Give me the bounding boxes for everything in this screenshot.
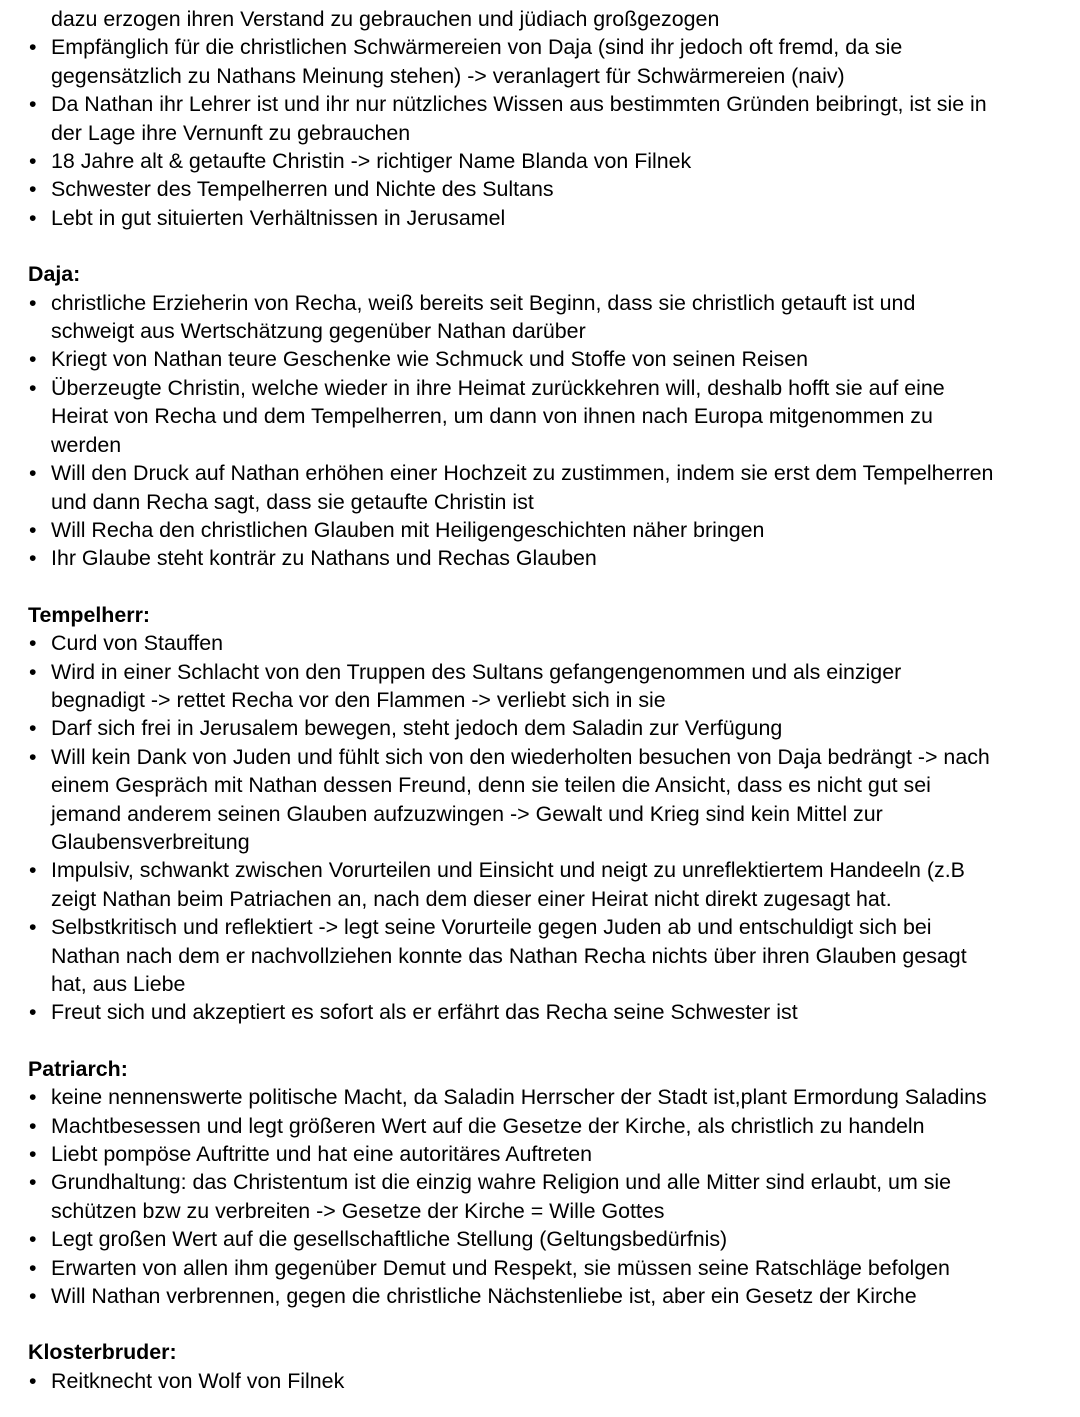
bullet-item [28,175,1068,203]
section-heading-tempelherr: Tempelherr: [28,602,151,627]
bullet-item [28,289,1068,346]
bullet-dot-icon: • [29,716,37,741]
bullet-item [28,204,1068,232]
bullet-text-line: Legt großen Wert auf die gesellschaftliche Stellung (Geltungsbedürfnis) [51,1227,728,1252]
bullet-item [28,743,1068,857]
bullet-text-line: christliche Erzieherin von Recha, weiß bereits seit Beginn, dass sie christlich getauft ist und [51,290,916,315]
bullet-text-line: Wird in einer Schlacht von den Truppen des Sultans gefangengenommen und als einziger [51,659,902,684]
bullet-item [28,1083,1068,1111]
bullet-text-line: Empfänglich für die christlichen Schwärmereien von Daja (sind ihr jedoch oft fremd, da sie [51,35,903,60]
bullet-list [28,629,1068,1027]
section-daja [28,260,1068,572]
bullet-text-line: Glaubensverbreitung [51,829,250,854]
bullet-dot-icon: • [29,659,37,684]
bullet-text-line: Ihr Glaube steht konträr zu Nathans und Rechas Glauben [51,546,597,571]
bullet-text-line: Schwester des Tempelherren und Nichte des Sultans [51,177,554,202]
bullet-text-line: Will Nathan verbrennen, gegen die christliche Nächstenliebe ist, aber ein Gesetz der Kirche [51,1284,917,1309]
bullet-dot-icon: • [29,1085,37,1110]
bullet-item [28,345,1068,373]
bullet-text-line: Heirat von Recha und dem Tempelherren, um dann von ihnen nach Europa mitgenommen zu [51,404,933,429]
bullet-dot-icon: • [29,1142,37,1167]
bullet-text-line: Lebt in gut situierten Verhältnissen in Jerusamel [51,205,506,230]
section-klosterbruder [28,1338,1068,1395]
bullet-list [28,1367,1068,1395]
bullet-text-line: begnadigt -> rettet Recha vor den Flammen -> verliebt sich in sie [51,687,666,712]
bullet-text-line: Da Nathan ihr Lehrer ist und ihr nur nützliches Wissen aus bestimmten Gründen beibringt, ist sie in [51,92,987,117]
bullet-dot-icon: • [29,35,37,60]
bullet-text-line: keine nennenswerte politische Macht, da Saladin Herrscher der Stadt ist,plant Ermordung Saladins [51,1085,987,1110]
bullet-text-line: gegensätzlich zu Nathans Meinung stehen) -> veranlagert für Schwärmereien (naiv) [51,63,845,88]
bullet-item [28,1367,1068,1395]
bullet-text-line: schweigt aus Wertschätzung gegenüber Nathan darüber [51,319,586,344]
bullet-dot-icon: • [29,149,37,174]
bullet-dot-icon: • [29,1113,37,1138]
bullet-item [28,998,1068,1026]
bullet-text-line: Curd von Stauffen [51,631,224,656]
bullet-dot-icon: • [29,92,37,117]
bullet-text-line: Darf sich frei in Jerusalem bewegen, steht jedoch dem Saladin zur Verfügung [51,716,783,741]
bullet-text-line: Überzeugte Christin, welche wieder in ihre Heimat zurückkehren will, deshalb hofft sie auf eine [51,375,945,400]
section-patriarch [28,1055,1068,1311]
bullet-item [28,90,1068,147]
bullet-item [28,913,1068,998]
bullet-item [28,374,1068,459]
section-heading-patriarch: Patriarch: [28,1056,128,1081]
bullet-list [28,33,1068,232]
bullet-item [28,856,1068,913]
section-tempelherr [28,601,1068,1027]
section-heading-daja: Daja: [28,262,81,287]
bullet-item [28,459,1068,516]
bullet-item [28,629,1068,657]
bullet-text-line: jemand anderem seinen Glauben aufzuzwingen -> Gewalt und Krieg sind kein Mittel zur [51,801,883,826]
bullet-dot-icon: • [29,1368,37,1393]
bullet-text-line: Reitknecht von Wolf von Filnek [51,1368,345,1393]
bullet-text-line: Grundhaltung: das Christentum ist die einzig wahre Religion und alle Mitter sind erlaubt, um sie [51,1170,952,1195]
bullet-dot-icon: • [29,631,37,656]
bullet-item [28,516,1068,544]
bullet-item [28,1112,1068,1140]
bullet-text-line: Impulsiv, schwankt zwischen Vorurteilen und Einsicht und neigt zu unreflektiertem Handeeln (z.B [51,858,965,883]
bullet-text-line: hat, aus Liebe [51,972,186,996]
intro-line: dazu erzogen ihren Verstand zu gebrauchen und jüdiach großgezogen [51,7,720,31]
bullet-item [28,147,1068,175]
bullet-item [28,544,1068,572]
bullet-text-line: Nathan nach dem er nachvollziehen konnte das Nathan Recha nichts über ihren Glauben gesagt [51,943,967,968]
bullet-dot-icon: • [29,290,37,315]
bullet-dot-icon: • [29,205,37,230]
bullet-text-line: 18 Jahre alt & getaufte Christin -> richtiger Name Blanda von Filnek [51,149,692,174]
bullet-text-line: Selbstkritisch und reflektiert -> legt seine Vorurteile gegen Juden ab und entschuldigt sich bei [51,915,932,940]
bullet-text-line: einem Gespräch mit Nathan dessen Freund, denn sie teilen die Ansicht, dass es nicht gut sei [51,773,931,798]
bullet-dot-icon: • [29,1255,37,1280]
bullet-text-line: Will den Druck auf Nathan erhöhen einer Hochzeit zu zustimmen, indem sie erst dem Tempelherren [51,461,994,486]
bullet-dot-icon: • [29,1000,37,1025]
bullet-dot-icon: • [29,347,37,372]
document-page [28,5,1068,1395]
bullet-dot-icon: • [29,1170,37,1195]
bullet-text-line: Will Recha den christlichen Glauben mit Heiligengeschichten näher bringen [51,517,765,542]
intro-block [28,5,1068,33]
bullet-text-line: schützen bzw zu verbreiten -> Gesetze der Kirche = Wille Gottes [51,1198,665,1223]
section-heading-klosterbruder: Klosterbruder: [28,1340,177,1365]
bullet-dot-icon: • [29,915,37,940]
bullet-text-line: Liebt pompöse Auftritte und hat eine autoritäres Auftreten [51,1142,593,1167]
bullet-text-line: Erwarten von allen ihm gegenüber Demut und Respekt, sie müssen seine Ratschläge befolgen [51,1255,950,1280]
bullet-text-line: Will kein Dank von Juden und fühlt sich von den wiederholten besuchen von Daja bedrängt -> nach [51,744,990,769]
bullet-dot-icon: • [29,1227,37,1252]
bullet-text-line: zeigt Nathan beim Patriachen an, nach dem dieser einer Heirat nicht direkt zugesagt hat. [51,886,892,911]
bullet-item [28,1140,1068,1168]
bullet-item [28,1225,1068,1253]
bullet-dot-icon: • [29,375,37,400]
bullet-item [28,658,1068,715]
bullet-item [28,1282,1068,1310]
bullet-text-line: der Lage ihre Vernunft zu gebrauchen [51,120,411,145]
bullet-dot-icon: • [29,517,37,542]
bullet-text-line: Freut sich und akzeptiert es sofort als er erfährt das Recha seine Schwester ist [51,1000,798,1025]
bullet-item [28,1168,1068,1225]
bullet-dot-icon: • [29,546,37,571]
section-recha-continued [28,33,1068,232]
bullet-text-line: und dann Recha sagt, dass sie getaufte Christin ist [51,489,534,514]
bullet-text-line: Kriegt von Nathan teure Geschenke wie Schmuck und Stoffe von seinen Reisen [51,347,809,372]
bullet-dot-icon: • [29,461,37,486]
bullet-list [28,1083,1068,1310]
bullet-text-line: Machtbesessen und legt größeren Wert auf die Gesetze der Kirche, als christlich zu handeln [51,1113,925,1138]
bullet-dot-icon: • [29,858,37,883]
bullet-item [28,33,1068,90]
bullet-text-line: werden [51,432,122,457]
bullet-dot-icon: • [29,177,37,202]
bullet-dot-icon: • [29,1284,37,1309]
bullet-item [28,714,1068,742]
bullet-list [28,289,1068,573]
bullet-dot-icon: • [29,744,37,769]
bullet-item [28,1254,1068,1282]
